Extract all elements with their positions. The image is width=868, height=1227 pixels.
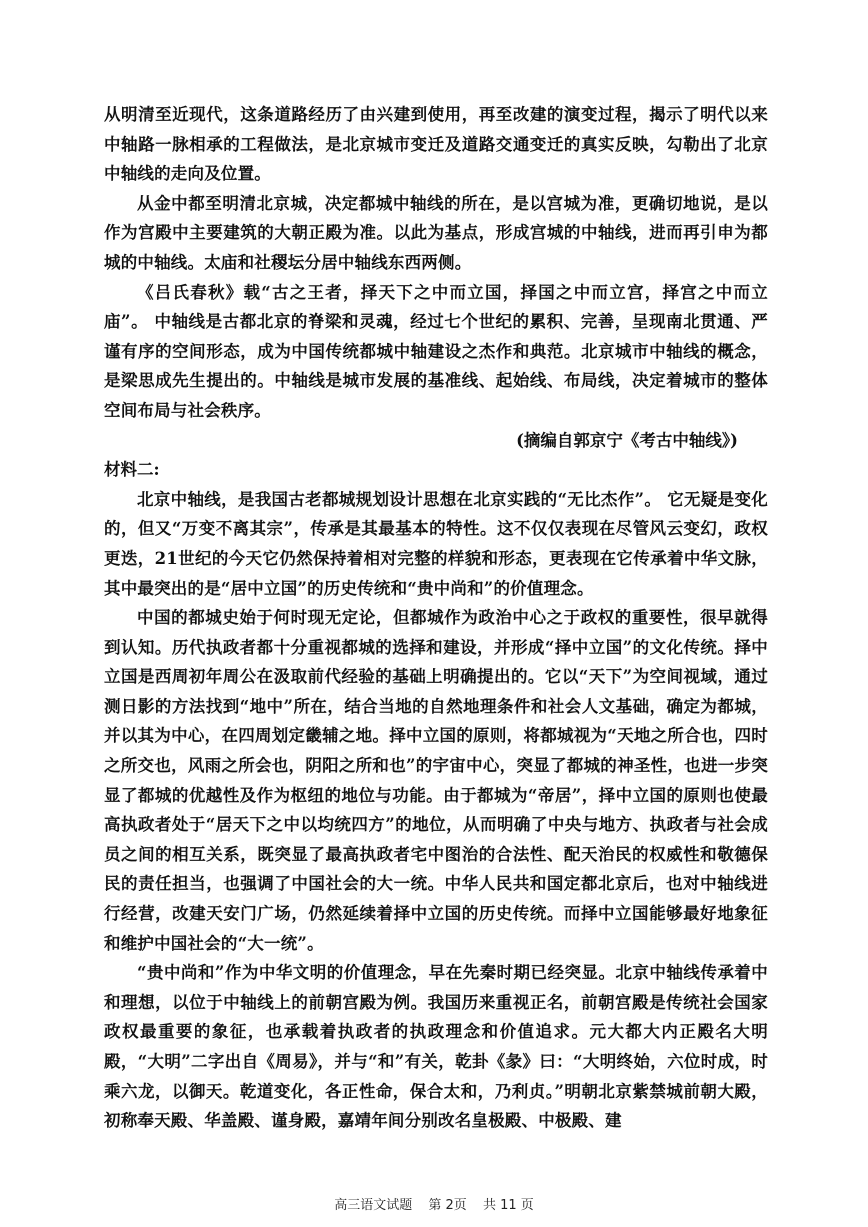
paragraph-3: 《吕氏春秋》载“古之王者，择天下之中而立国，择国之中而立宫，择宫之中而立庙”。 中轴线是古都北京的脊梁和灵魂，经过七个世纪的累积、完善，呈现南北贯通、严谨有序的空间形态，成为中国传统都城中轴建设之杰作和典范。北京城市中轴线的概念，是梁思成先生提出的。中轴线是城市发展的基准线、起始线、布局线，决定着城市的整体空间布局与社会秩序。 [104,282,768,420]
document-body [104,100,768,1136]
source-citation: (摘编自郭京宁《考古中轴线》) [516,430,738,450]
page-footer [0,1194,868,1213]
paragraph-5: 中国的都城史始于何时现无定论，但都城作为政治中心之于政权的重要性，很早就得到认知。历代执政者都十分重视都城的选择和建设，并形成“择中立国”的文化传统。择中立国是西周初年周公在汲取前代经验的基础上明确提出的。它以“天下”为空间视域，通过测日影的方法找到“地中”所在，结合当地的自然地理条件和社会人文基础，确定为都城，并以其为中心，在四周划定畿辅之地。择中立国的原则，将都城视为“天地之所合也，四时之所交也，风雨之所会也，阴阳之所和也”的宇宙中心，突显了都城的神圣性，也进一步突显了都城的优越性及作为枢纽的地位与功能。由于都城为“帝居”，择中立国的原则也使最高执政者处于“居天下之中以均统四方”的地位，从而明确了中央与地方、执政者与社会成员之间的相互关系，既突显了最高执政者宅中图治的合法性、配天治民的权威性和敬德保民的责任担当，也强调了中国社会的大一统。中华人民共和国定都北京后，也对中轴线进行经营，改建天安门广场，仍然延续着择中立国的历史传统。而择中立国能够最好地象征和维护中国社会的“大一统”。 [104,608,768,953]
paragraph-6: “贵中尚和”作为中华文明的价值理念，早在先秦时期已经突显。北京中轴线传承着中和理想，以位于中轴线上的前朝宫殿为例。我国历来重视正名，前朝宫殿是传统社会国家政权最重要的象征，也承载着执政者的执政理念和价值追求。元大都大内正殿名大明殿，“大明”二字出自《周易》，并与“和”有关，乾卦《彖》曰：“大明终始，六位时成，时乘六龙，以御天。乾道变化，各正性命，保合太和，乃利贞。”明朝北京紫禁城前朝大殿，初称奉天殿、华盖殿、谨身殿，嘉靖年间分别改名皇极殿、中极殿、建 [104,963,768,1131]
paragraph-1: 从明清至近现代，这条道路经历了由兴建到使用，再至改建的演变过程，揭示了明代以来中轴路一脉相承的工程做法，是北京城市变迁及道路交通变迁的真实反映，勾勒出了北京中轴线的走向及位置。 [104,105,768,184]
paragraph-4: 北京中轴线，是我国古老都城规划设计思想在北京实践的“无比杰作”。 它无疑是变化的，但又“万变不离其宗”，传承是其最基本的特性。这不仅仅表现在尽管风云变幻，政权更迭，21世纪的今天它仍然保持着相对完整的样貌和形态，更表现在它传承着中华文脉，其中最突出的是“居中立国”的历史传统和“贵中尚和”的价值理念。 [104,489,768,598]
footer-title: 高三语文试题 [334,1198,413,1213]
footer-page-number: 第 2页 [428,1198,467,1213]
footer-total-pages: 共 11 页 [482,1198,534,1213]
paragraph-2: 从金中都至明清北京城，决定都城中轴线的所在，是以宫城为准，更确切地说，是以作为宫殿中主要建筑的大朝正殿为准。以此为基点，形成宫城的中轴线，进而再引申为都城的中轴线。太庙和社稷坛分居中轴线东西两侧。 [104,193,768,272]
material-2-heading: 材料二: [104,460,160,480]
